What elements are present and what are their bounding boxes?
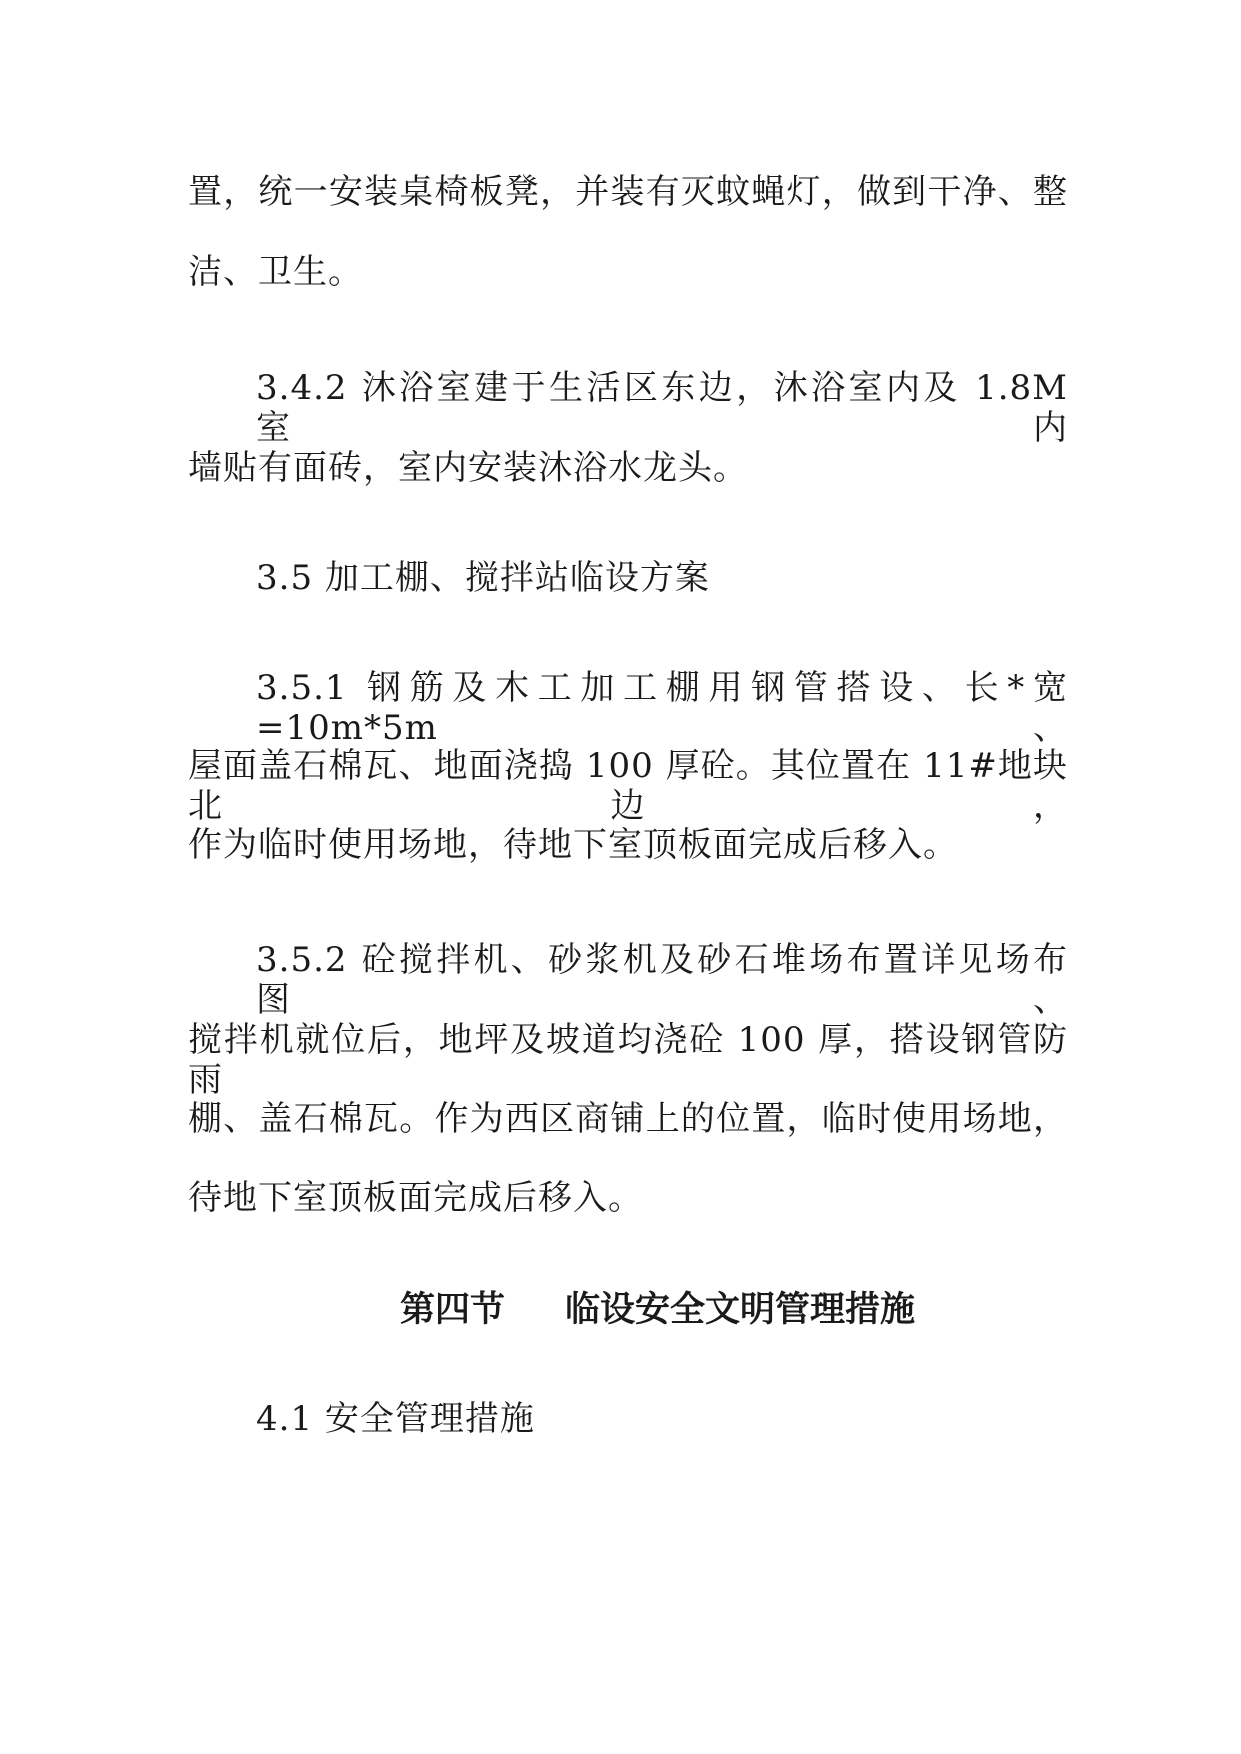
paragraph-line: 洁、卫生。: [188, 252, 363, 292]
paragraph-line: 置，统一安装桌椅板凳，并装有灭蚊蝇灯，做到干净、整: [188, 172, 1068, 212]
subheading-4-1: 4.1 安全管理措施: [256, 1399, 535, 1439]
paragraph-line: 搅拌机就位后，地坪及坡道均浇砼 100 厚，搭设钢管防雨: [188, 1020, 1068, 1100]
paragraph-line: 屋面盖石棉瓦、地面浇捣 100 厚砼。其位置在 11#地块北边，: [188, 746, 1068, 826]
paragraph-line: 墙贴有面砖，室内安装沐浴水龙头。: [188, 448, 748, 488]
paragraph-line: 3.4.2 沐浴室建于生活区东边，沐浴室内及 1.8M 室内: [256, 368, 1068, 448]
paragraph-line: 3.5.2 砼搅拌机、砂浆机及砂石堆场布置详见场布图、: [256, 940, 1068, 1020]
subheading-3-5: 3.5 加工棚、搅拌站临设方案: [256, 558, 710, 598]
paragraph-line: 3.5.1 钢筋及木工加工棚用钢管搭设、长*宽=10m*5m、: [256, 668, 1068, 748]
section-title: 临设安全文明管理措施: [565, 1290, 916, 1330]
paragraph-line: 作为临时使用场地，待地下室顶板面完成后移入。: [188, 825, 958, 865]
section-number: 第四节: [400, 1290, 506, 1330]
paragraph-line: 棚、盖石棉瓦。作为西区商铺上的位置，临时使用场地，: [188, 1099, 1068, 1139]
paragraph-line: 待地下室顶板面完成后移入。: [188, 1178, 643, 1218]
section-heading: [400, 1290, 920, 1330]
